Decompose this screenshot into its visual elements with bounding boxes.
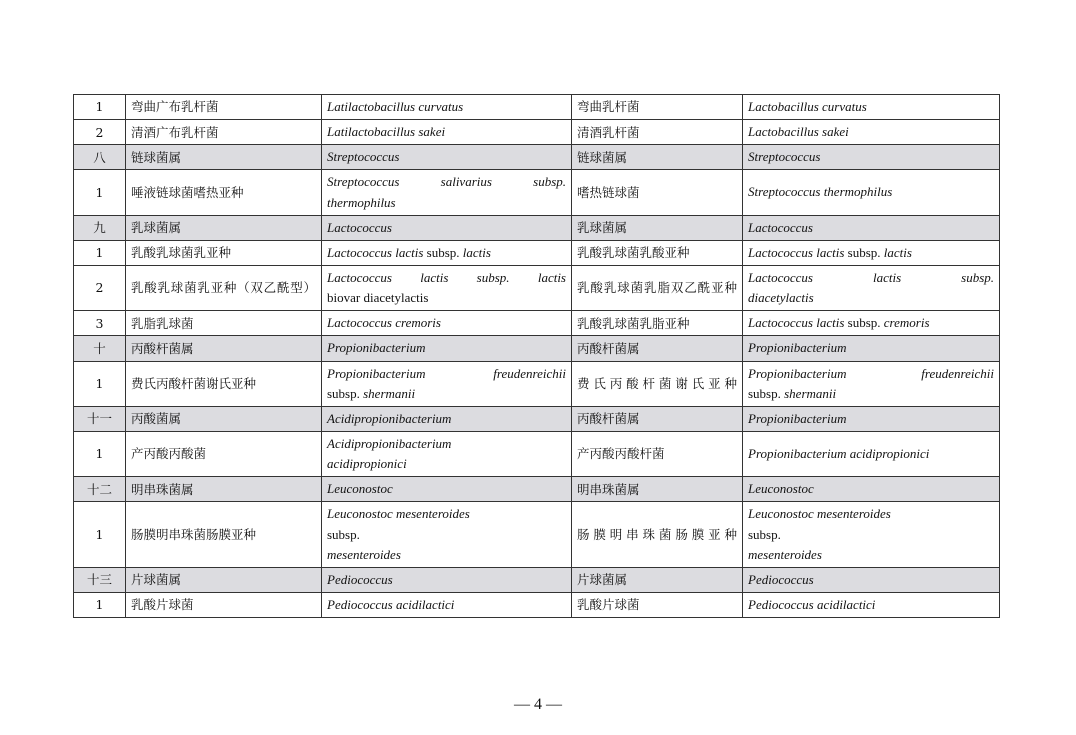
species-row	[74, 170, 1000, 215]
latin-name-part: Latilactobacillus curvatus	[327, 99, 464, 114]
chinese-name-current: 明串珠菌属	[126, 477, 322, 502]
chinese-name-current: 弯曲广布乳杆菌	[126, 95, 322, 120]
latin-name-current	[322, 336, 572, 361]
latin-name-part: Latilactobacillus sakei	[327, 124, 446, 140]
latin-name-part: Lactococcus	[748, 219, 813, 235]
latin-name-current	[322, 311, 572, 336]
latin-name-part: Streptococcus	[748, 149, 821, 165]
genus-row	[74, 145, 1000, 170]
row-number: 1	[74, 502, 126, 567]
row-number: 1	[74, 361, 126, 406]
chinese-name-current: 费氏丙酸杆菌谢氏亚种	[126, 361, 322, 406]
latin-name-part: Leuconostoc mesenteroides	[327, 506, 470, 522]
latin-name-part: Pediococcus acidilactici	[327, 596, 455, 612]
chinese-name-former: 明串珠菌属	[572, 477, 743, 502]
chinese-name-current: 乳酸片球菌	[126, 592, 322, 617]
latin-name-part: Propionibacterium acidipropionici	[748, 446, 930, 462]
latin-name-part: diacetylactis	[748, 290, 814, 306]
latin-name-current	[322, 265, 572, 310]
chinese-name-former: 片球菌属	[572, 567, 743, 592]
chinese-name-current: 片球菌属	[126, 567, 322, 592]
species-row	[74, 311, 1000, 336]
latin-name-former	[743, 361, 1000, 406]
chinese-name-former: 丙酸杆菌属	[572, 336, 743, 361]
latin-name-current	[322, 145, 572, 170]
chinese-name-former: 清酒乳杆菌	[572, 120, 743, 145]
chinese-name-current: 清酒广布乳杆菌	[126, 120, 322, 145]
latin-name-former	[743, 240, 1000, 265]
row-number: 1	[74, 431, 126, 476]
chinese-name-former: 乳酸乳球菌乳酸亚种	[572, 240, 743, 265]
latin-name-current	[322, 567, 572, 592]
latin-name-current	[322, 95, 572, 120]
species-row	[74, 361, 1000, 406]
latin-name-former	[743, 311, 1000, 336]
latin-name-part: Propionibacterium	[748, 410, 847, 426]
species-name-table	[73, 94, 1000, 618]
species-row	[74, 95, 1000, 120]
species-row	[74, 240, 1000, 265]
latin-name-former	[743, 431, 1000, 476]
row-number: 八	[74, 145, 126, 170]
latin-name-current	[322, 406, 572, 431]
latin-name-part: cremoris	[883, 315, 930, 331]
chinese-name-former: 乳酸乳球菌乳脂亚种	[572, 311, 743, 336]
latin-name-former	[743, 592, 1000, 617]
latin-name-part: subsp.	[844, 244, 884, 260]
latin-name-current	[322, 120, 572, 145]
latin-name-current	[322, 592, 572, 617]
latin-name-current	[322, 215, 572, 240]
latin-name-current	[322, 240, 572, 265]
latin-name-part: Pediococcus	[748, 571, 814, 587]
latin-name-part: Pediococcus acidilactici	[748, 596, 876, 612]
latin-name-part: Propionibacterium freudenreichii	[748, 365, 994, 381]
chinese-name-former: 乳酸乳球菌乳脂双乙酰亚种	[572, 265, 743, 310]
latin-name-part: mesenteroides	[327, 546, 401, 562]
latin-name-part: Streptococcus thermophilus	[748, 184, 893, 200]
chinese-name-current: 唾液链球菌嗜热亚种	[126, 170, 322, 215]
chinese-name-current: 乳酸乳球菌乳亚种	[126, 240, 322, 265]
latin-name-current	[322, 477, 572, 502]
chinese-name-former: 嗜热链球菌	[572, 170, 743, 215]
chinese-name-current: 产丙酸丙酸菌	[126, 431, 322, 476]
row-number: 3	[74, 311, 126, 336]
genus-row	[74, 215, 1000, 240]
row-number: 1	[74, 592, 126, 617]
latin-name-current	[322, 502, 572, 567]
chinese-name-former: 产丙酸丙酸杆菌	[572, 431, 743, 476]
latin-name-part: lactis	[883, 244, 912, 260]
latin-name-former	[743, 336, 1000, 361]
row-number: 十三	[74, 567, 126, 592]
row-number: 2	[74, 265, 126, 310]
chinese-name-former: 乳酸片球菌	[572, 592, 743, 617]
latin-name-part: Leuconostoc	[748, 481, 814, 497]
latin-name-former	[743, 170, 1000, 215]
genus-row	[74, 336, 1000, 361]
latin-name-part: Lactococcus	[327, 219, 392, 235]
latin-name-part: biovar diacetylactis	[327, 290, 429, 306]
chinese-name-current: 乳球菌属	[126, 215, 322, 240]
latin-name-part: acidipropionici	[327, 456, 407, 472]
chinese-name-current: 丙酸菌属	[126, 406, 322, 431]
row-number: 十一	[74, 406, 126, 431]
latin-name-former	[743, 502, 1000, 567]
chinese-name-former: 丙酸杆菌属	[572, 406, 743, 431]
latin-name-part: subsp.	[844, 315, 884, 331]
latin-name-current	[322, 361, 572, 406]
chinese-name-former: 费氏丙酸杆菌谢氏亚种	[572, 361, 743, 406]
latin-name-part: lactis	[462, 244, 491, 260]
latin-name-former	[743, 120, 1000, 145]
latin-name-former	[743, 406, 1000, 431]
latin-name-former	[743, 215, 1000, 240]
latin-name-former	[743, 95, 1000, 120]
latin-name-part: Propionibacterium	[748, 340, 847, 356]
latin-name-part: Acidipropionibacterium	[327, 410, 452, 426]
latin-name-part: Lactococcus lactis subsp.	[748, 269, 994, 285]
latin-name-part: Lactococcus lactis subsp. lactis	[327, 269, 566, 285]
latin-name-part: Lactococcus lactis	[748, 315, 845, 331]
latin-name-former	[743, 265, 1000, 310]
chinese-name-current: 肠膜明串珠菌肠膜亚种	[126, 502, 322, 567]
latin-name-part: Streptococcus	[327, 149, 400, 165]
page-number: — 4 —	[514, 696, 562, 713]
latin-name-part: subsp.	[748, 385, 785, 401]
row-number: 1	[74, 170, 126, 215]
chinese-name-current: 乳脂乳球菌	[126, 311, 322, 336]
latin-name-part: subsp.	[748, 526, 781, 542]
chinese-name-former: 链球菌属	[572, 145, 743, 170]
latin-name-part: Lactococcus lactis	[748, 244, 845, 260]
chinese-name-current: 丙酸杆菌属	[126, 336, 322, 361]
latin-name-part: Propionibacterium	[327, 340, 426, 356]
row-number: 十	[74, 336, 126, 361]
latin-name-part: Lactobacillus sakei	[748, 124, 849, 140]
species-row	[74, 502, 1000, 567]
latin-name-part: Lactobacillus curvatus	[748, 99, 867, 114]
row-number: 2	[74, 120, 126, 145]
latin-name-current	[322, 170, 572, 215]
latin-name-former	[743, 145, 1000, 170]
genus-row	[74, 477, 1000, 502]
latin-name-part: thermophilus	[327, 194, 396, 210]
species-row	[74, 120, 1000, 145]
latin-name-part: Propionibacterium freudenreichii	[327, 365, 566, 381]
chinese-name-current: 乳酸乳球菌乳亚种（双乙酰型）	[126, 265, 322, 310]
latin-name-part: Acidipropionibacterium	[327, 435, 452, 451]
latin-name-part: mesenteroides	[748, 546, 822, 562]
latin-name-part: subsp.	[423, 244, 463, 260]
latin-name-part: subsp.	[327, 385, 364, 401]
row-number: 九	[74, 215, 126, 240]
latin-name-part: Pediococcus	[327, 571, 393, 587]
chinese-name-former: 肠膜明串珠菌肠膜亚种	[572, 502, 743, 567]
species-row	[74, 265, 1000, 310]
latin-name-former	[743, 477, 1000, 502]
latin-name-part: subsp.	[327, 526, 360, 542]
row-number: 1	[74, 240, 126, 265]
latin-name-part: Leuconostoc mesenteroides	[748, 506, 891, 522]
genus-row	[74, 406, 1000, 431]
chinese-name-former: 乳球菌属	[572, 215, 743, 240]
latin-name-part: shermanii	[363, 385, 416, 401]
latin-name-part: shermanii	[784, 385, 837, 401]
species-row	[74, 431, 1000, 476]
genus-row	[74, 567, 1000, 592]
species-row	[74, 592, 1000, 617]
latin-name-part: Streptococcus salivarius subsp.	[327, 174, 566, 190]
latin-name-part: Leuconostoc	[327, 481, 393, 497]
latin-name-current	[322, 431, 572, 476]
chinese-name-former: 弯曲乳杆菌	[572, 95, 743, 120]
chinese-name-current: 链球菌属	[126, 145, 322, 170]
latin-name-part: Lactococcus cremoris	[327, 315, 441, 331]
latin-name-part: Lactococcus lactis	[327, 244, 424, 260]
row-number: 1	[74, 95, 126, 120]
latin-name-former	[743, 567, 1000, 592]
row-number: 十二	[74, 477, 126, 502]
